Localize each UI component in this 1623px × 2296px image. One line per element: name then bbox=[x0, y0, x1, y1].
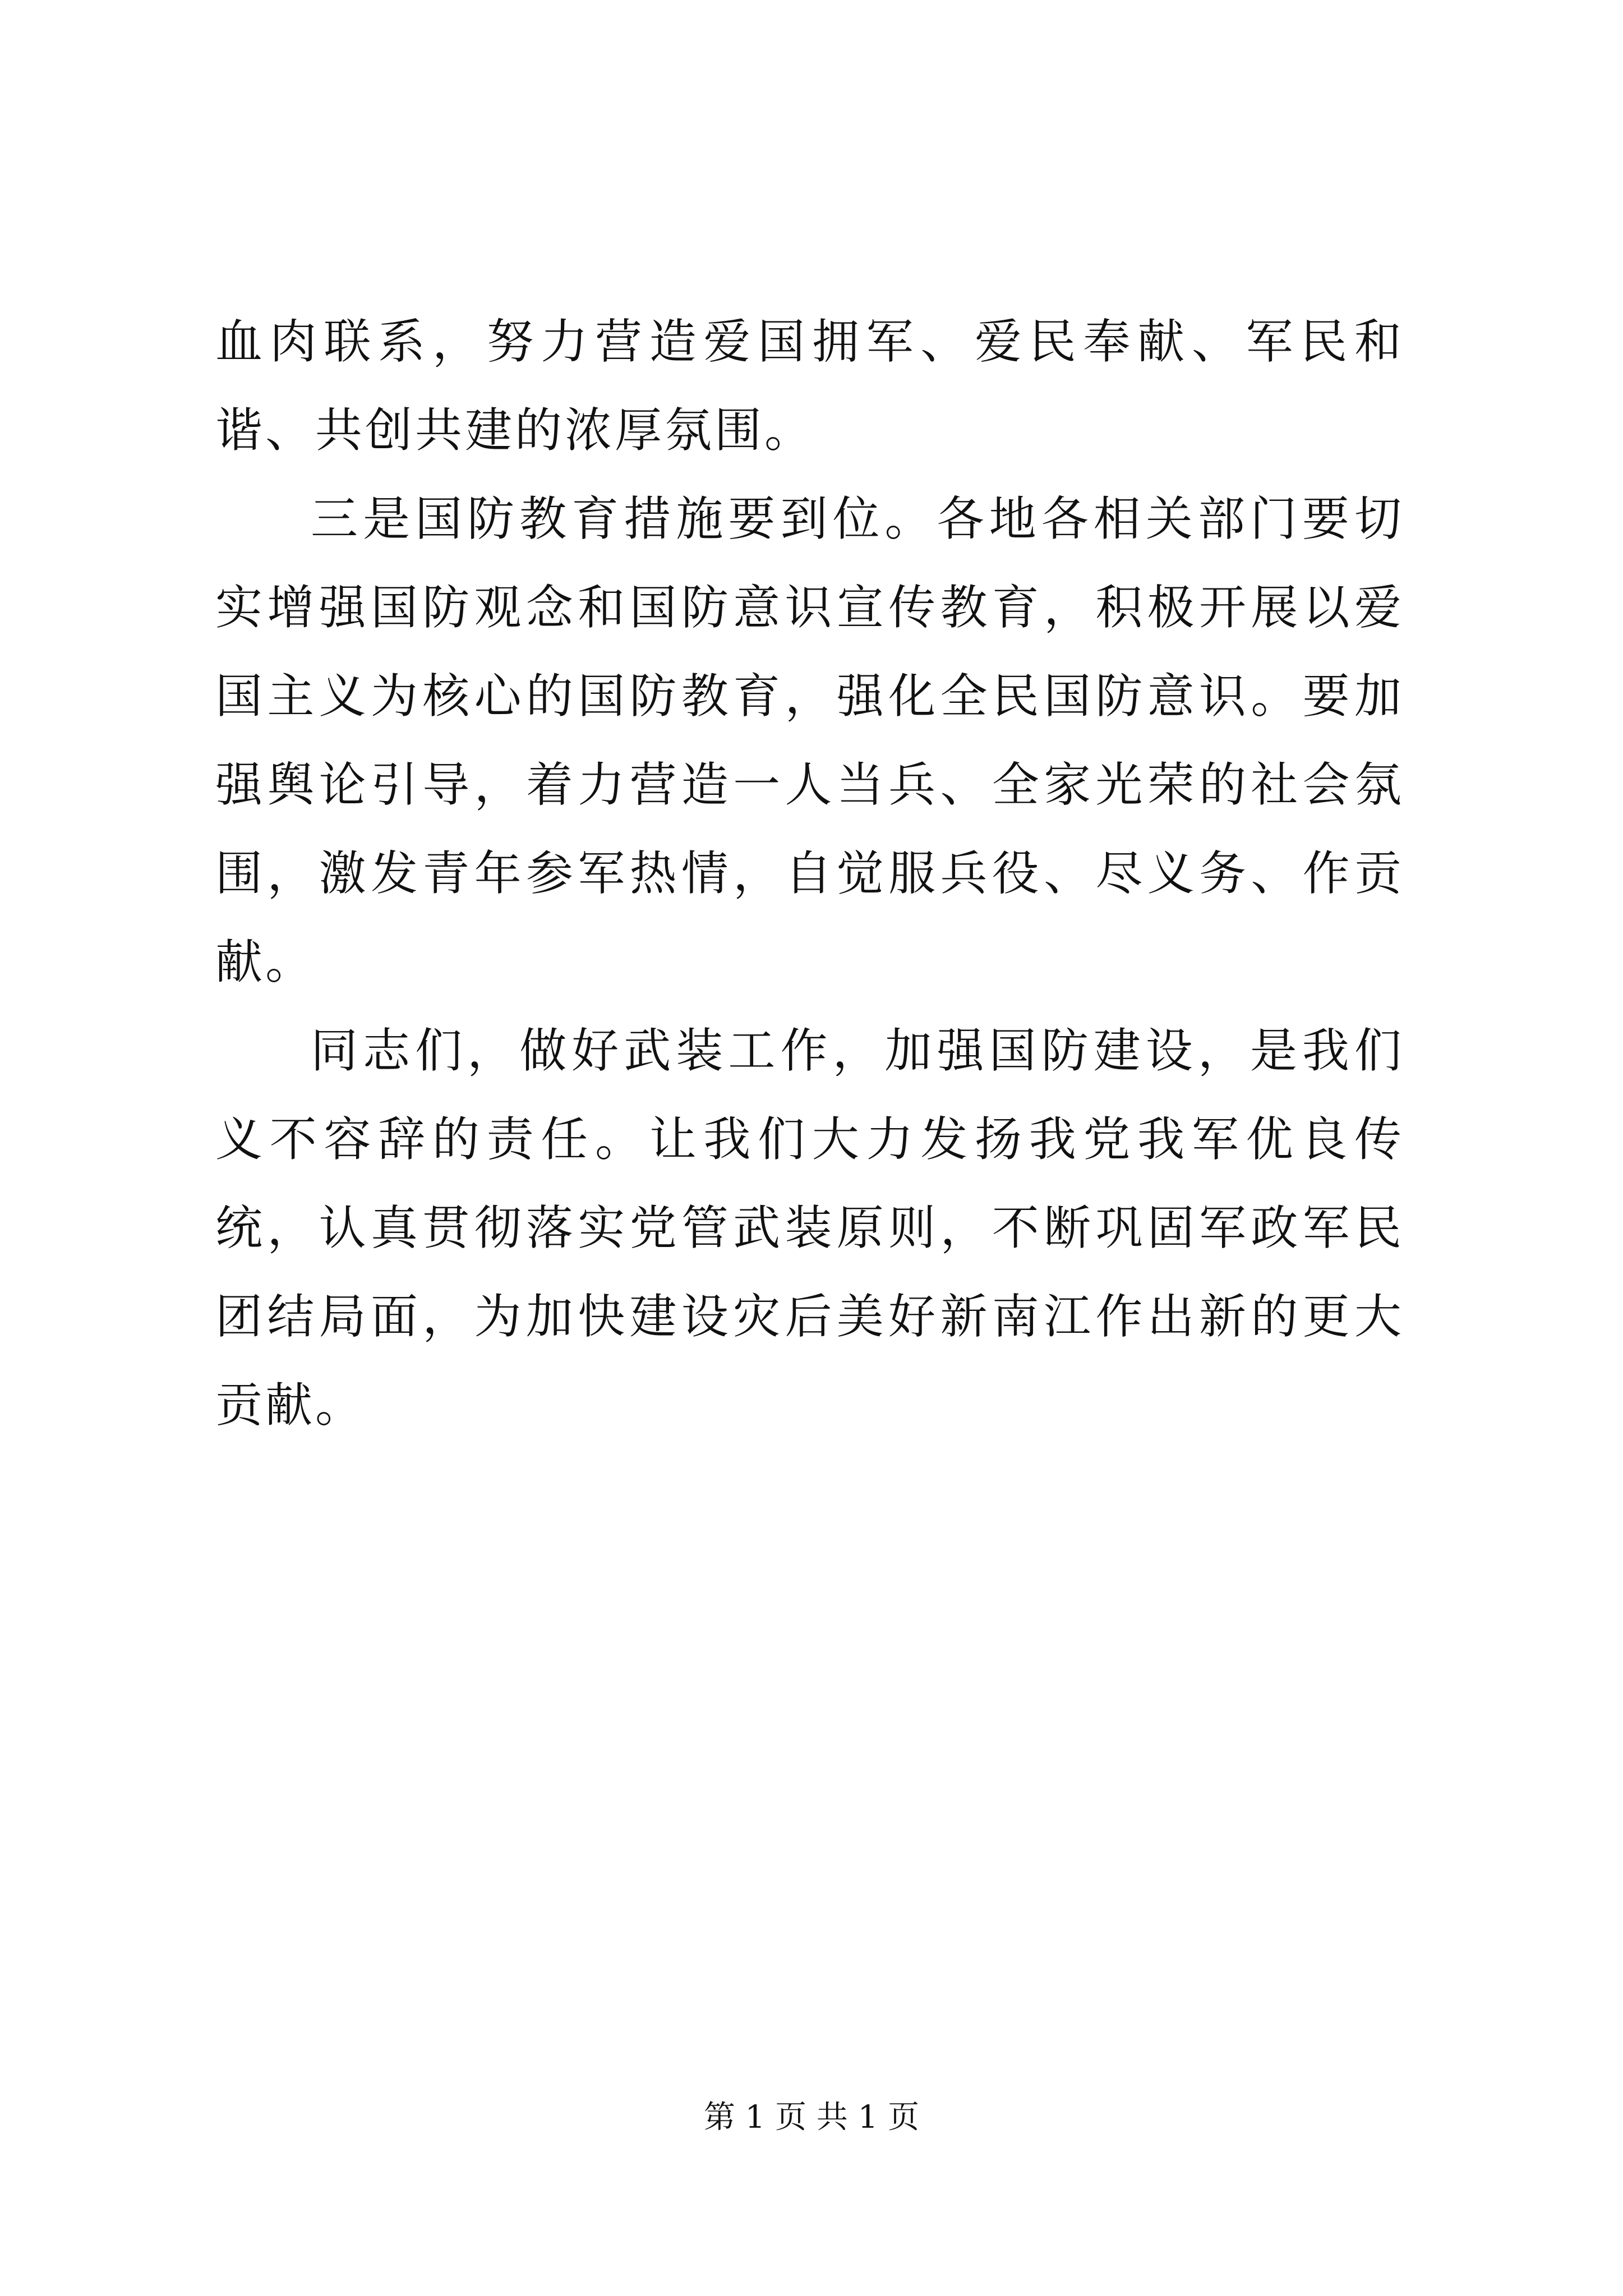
paragraph-continuation: 血肉联系，努力营造爱国拥军、爱民奉献、军民和谐、共创共建的浓厚氛围。 bbox=[215, 314, 1404, 458]
page-footer: 第 1 页 共 1 页 bbox=[703, 2099, 920, 2136]
document-body bbox=[215, 297, 1404, 1450]
paragraph-closing: 同志们，做好武装工作，加强国防建设，是我们义不容辞的责任。让我们大力发扬我党我军优良传统，认真贯彻落实党管武装原则，不断巩固军政军民团结局面，为加快建设灾后美好新南江作出新的更大贡献。 bbox=[215, 1023, 1404, 1433]
paragraph-national-defense-education: 三是国防教育措施要到位。各地各相关部门要切实增强国防观念和国防意识宣传教育，积极开展以爱国主义为核心的国防教育，强化全民国防意识。要加强舆论引导，着力营造一人当兵、全家光荣的社会氛围，激发青年参军热情，自觉服兵役、尽义务、作贡献。 bbox=[215, 491, 1404, 990]
